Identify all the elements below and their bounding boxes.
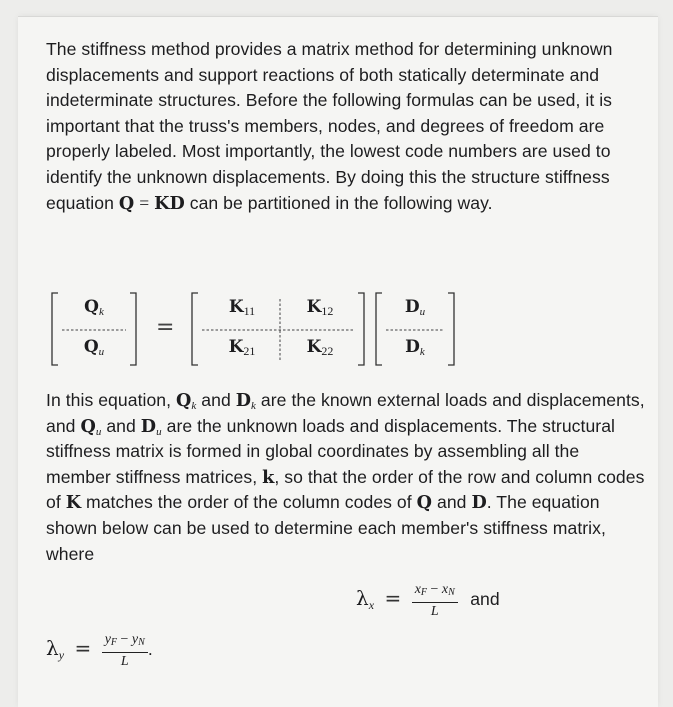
intro-text-end: can be partitioned in the following way. (184, 192, 493, 213)
lhs-top: Qk (84, 297, 104, 318)
explanation-paragraph: In this equation, $Q_k$ and $D_k$ are the known external loads and displacements, and $Q_u$ and $D_u$ are the unknown loads and displacements. The structural stiffness matrix is formed in global coordinates by assembling all the member stiffness matrices, k, so that the order of the row and column codes of K matches the order of the column codes of Q and D. The equation shown below can be used to determine each member's stiffness matrix, where (46, 390, 645, 564)
lambda-x-formula: $\lambda_x$ = $\frac{x_F - x_N}{L}$ and (356, 582, 500, 619)
k12: K12 (306, 297, 334, 318)
equals-sign: = (139, 192, 150, 213)
partitioned-matrix-equation (44, 289, 474, 371)
lambda-x-fraction: $\frac{x_F - x_N}{L}$ (412, 581, 458, 621)
lhs-bottom: Qu (83, 337, 105, 358)
rhs-top: Du (404, 297, 426, 318)
k11: K11 (228, 297, 256, 318)
symbol-KD: KD (154, 192, 185, 214)
lambda-y-fraction: $\frac{y_F - y_N}{L}$ (102, 631, 148, 671)
symbol-Q: Q (118, 192, 135, 214)
matrix-equals: = (156, 315, 175, 340)
lambda-y-formula: $\lambda_y$ = $\frac{y_F - y_N}{L}$ . (46, 632, 153, 669)
k21: K21 (228, 337, 256, 358)
rhs-bottom: Dk (405, 337, 425, 358)
k22: K22 (306, 337, 334, 358)
content-card (18, 16, 658, 707)
intro-paragraph (46, 37, 646, 216)
intro-text: The stiffness method provides a matrix method for determining unknown displacements and support reactions of both statically determinate and indeterminate structures. Before the following formulas can be used, it is important that the truss's members, nodes, and degrees of freedom are properly labeled. Most importantly, the lowest code numbers are used to identify the unknown displacements. By doing this the structure stiffness equation (46, 39, 613, 213)
